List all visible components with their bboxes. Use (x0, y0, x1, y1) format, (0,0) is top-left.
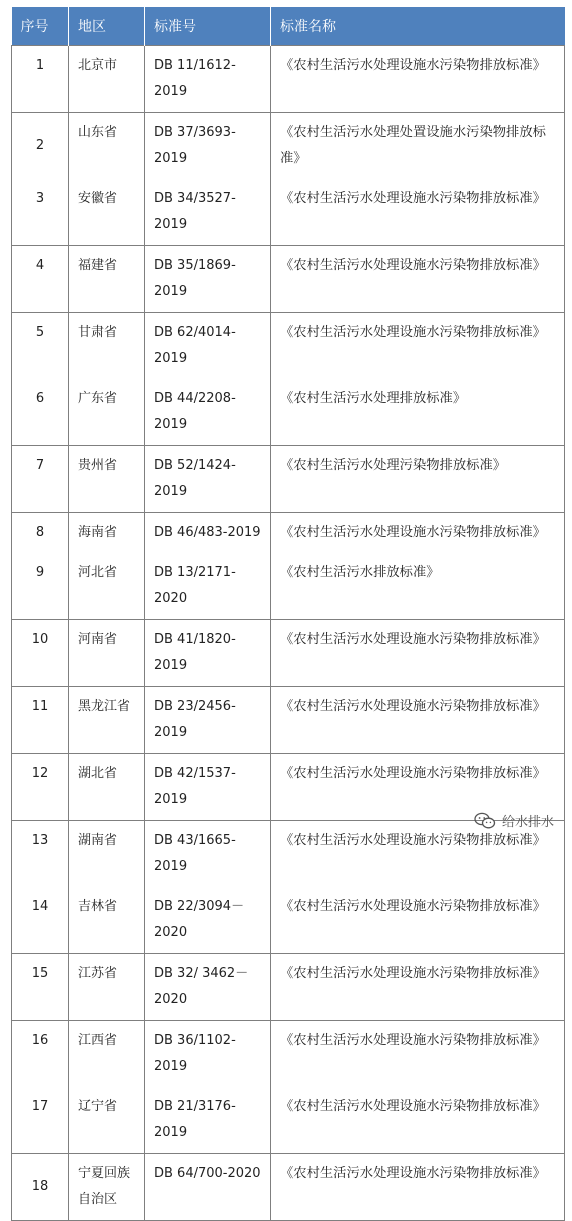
cell-serial-number: 3 (12, 179, 69, 246)
cell-serial-number: 5 (12, 312, 69, 379)
cell-standard-code: DB 64/700-2020 (145, 1153, 271, 1220)
table-row (12, 112, 565, 179)
table-row (12, 1153, 565, 1220)
cell-region: 贵州省 (69, 445, 145, 512)
cell-standard-code: DB 42/1537-2019 (145, 753, 271, 820)
cell-region: 河北省 (69, 553, 145, 620)
table-row (12, 245, 565, 312)
cell-serial-number: 17 (12, 1087, 69, 1154)
cell-standard-name: 《农村生活污水处理设施水污染物排放标准》 (271, 820, 565, 887)
cell-serial-number: 12 (12, 753, 69, 820)
cell-region: 甘肃省 (69, 312, 145, 379)
cell-region: 湖北省 (69, 753, 145, 820)
table-row (12, 512, 565, 553)
standards-table-container (11, 7, 564, 1221)
table-row (12, 379, 565, 446)
cell-serial-number: 4 (12, 245, 69, 312)
header-region: 地区 (69, 7, 145, 45)
standards-table (11, 7, 565, 1221)
cell-standard-code: DB 46/483-2019 (145, 512, 271, 553)
cell-region: 辽宁省 (69, 1087, 145, 1154)
cell-standard-name: 《农村生活污水处理处置设施水污染物排放标准》 (271, 112, 565, 179)
cell-standard-name: 《农村生活污水处理设施水污染物排放标准》 (271, 45, 565, 112)
cell-standard-code: DB 21/3176-2019 (145, 1087, 271, 1154)
cell-region: 宁夏回族自治区 (69, 1153, 145, 1220)
table-row (12, 887, 565, 954)
cell-standard-code: DB 32/ 3462－2020 (145, 953, 271, 1020)
cell-standard-code: DB 11/1612-2019 (145, 45, 271, 112)
cell-region: 河南省 (69, 619, 145, 686)
cell-region: 江西省 (69, 1020, 145, 1087)
table-row (12, 1087, 565, 1154)
cell-standard-name: 《农村生活污水处理设施水污染物排放标准》 (271, 887, 565, 954)
cell-standard-name: 《农村生活污水排放标准》 (271, 553, 565, 620)
cell-serial-number: 9 (12, 553, 69, 620)
cell-standard-name: 《农村生活污水处理设施水污染物排放标准》 (271, 1153, 565, 1220)
cell-serial-number: 14 (12, 887, 69, 954)
cell-region: 黑龙江省 (69, 686, 145, 753)
cell-standard-name: 《农村生活污水处理设施水污染物排放标准》 (271, 245, 565, 312)
cell-serial-number: 15 (12, 953, 69, 1020)
table-row (12, 445, 565, 512)
table-row (12, 953, 565, 1020)
cell-serial-number: 18 (12, 1153, 69, 1220)
header-standard-name: 标准名称 (271, 7, 565, 45)
table-row (12, 553, 565, 620)
cell-region: 海南省 (69, 512, 145, 553)
cell-region: 北京市 (69, 45, 145, 112)
cell-region: 安徽省 (69, 179, 145, 246)
header-serial-number: 序号 (12, 7, 69, 45)
cell-standard-code: DB 23/2456-2019 (145, 686, 271, 753)
cell-serial-number: 8 (12, 512, 69, 553)
cell-standard-name: 《农村生活污水处理设施水污染物排放标准》 (271, 753, 565, 820)
cell-serial-number: 13 (12, 820, 69, 887)
table-row (12, 753, 565, 820)
header-standard-code: 标准号 (145, 7, 271, 45)
cell-standard-code: DB 37/3693-2019 (145, 112, 271, 179)
cell-standard-name: 《农村生活污水处理设施水污染物排放标准》 (271, 1087, 565, 1154)
cell-serial-number: 10 (12, 619, 69, 686)
cell-standard-name: 《农村生活污水处理设施水污染物排放标准》 (271, 312, 565, 379)
cell-standard-code: DB 41/1820-2019 (145, 619, 271, 686)
cell-region: 吉林省 (69, 887, 145, 954)
cell-standard-name: 《农村生活污水处理排放标准》 (271, 379, 565, 446)
table-row (12, 179, 565, 246)
cell-standard-name: 《农村生活污水处理设施水污染物排放标准》 (271, 1020, 565, 1087)
table-row (12, 686, 565, 753)
cell-region: 山东省 (69, 112, 145, 179)
cell-serial-number: 16 (12, 1020, 69, 1087)
cell-serial-number: 7 (12, 445, 69, 512)
cell-serial-number: 1 (12, 45, 69, 112)
table-row (12, 619, 565, 686)
cell-region: 江苏省 (69, 953, 145, 1020)
cell-standard-code: DB 44/2208-2019 (145, 379, 271, 446)
table-header-row (12, 7, 565, 45)
watermark (474, 811, 554, 830)
cell-standard-code: DB 62/4014-2019 (145, 312, 271, 379)
cell-standard-code: DB 34/3527-2019 (145, 179, 271, 246)
table-row (12, 1020, 565, 1087)
cell-standard-code: DB 13/2171-2020 (145, 553, 271, 620)
cell-standard-code: DB 52/1424-2019 (145, 445, 271, 512)
cell-standard-name: 《农村生活污水处理设施水污染物排放标准》 (271, 953, 565, 1020)
cell-region: 广东省 (69, 379, 145, 446)
cell-standard-name: 《农村生活污水处理设施水污染物排放标准》 (271, 686, 565, 753)
cell-serial-number: 11 (12, 686, 69, 753)
cell-standard-code: DB 22/3094－2020 (145, 887, 271, 954)
cell-region: 福建省 (69, 245, 145, 312)
wechat-icon (474, 812, 496, 830)
watermark-text: 给水排水 (501, 815, 554, 830)
table-row (12, 45, 565, 112)
cell-region: 湖南省 (69, 820, 145, 887)
cell-standard-code: DB 36/1102-2019 (145, 1020, 271, 1087)
cell-serial-number: 2 (12, 112, 69, 179)
cell-standard-name: 《农村生活污水处理污染物排放标准》 (271, 445, 565, 512)
cell-serial-number: 6 (12, 379, 69, 446)
cell-standard-code: DB 35/1869-2019 (145, 245, 271, 312)
cell-standard-name: 《农村生活污水处理设施水污染物排放标准》 (271, 512, 565, 553)
table-row (12, 312, 565, 379)
cell-standard-name: 《农村生活污水处理设施水污染物排放标准》 (271, 619, 565, 686)
cell-standard-code: DB 43/1665-2019 (145, 820, 271, 887)
cell-standard-name: 《农村生活污水处理设施水污染物排放标准》 (271, 179, 565, 246)
